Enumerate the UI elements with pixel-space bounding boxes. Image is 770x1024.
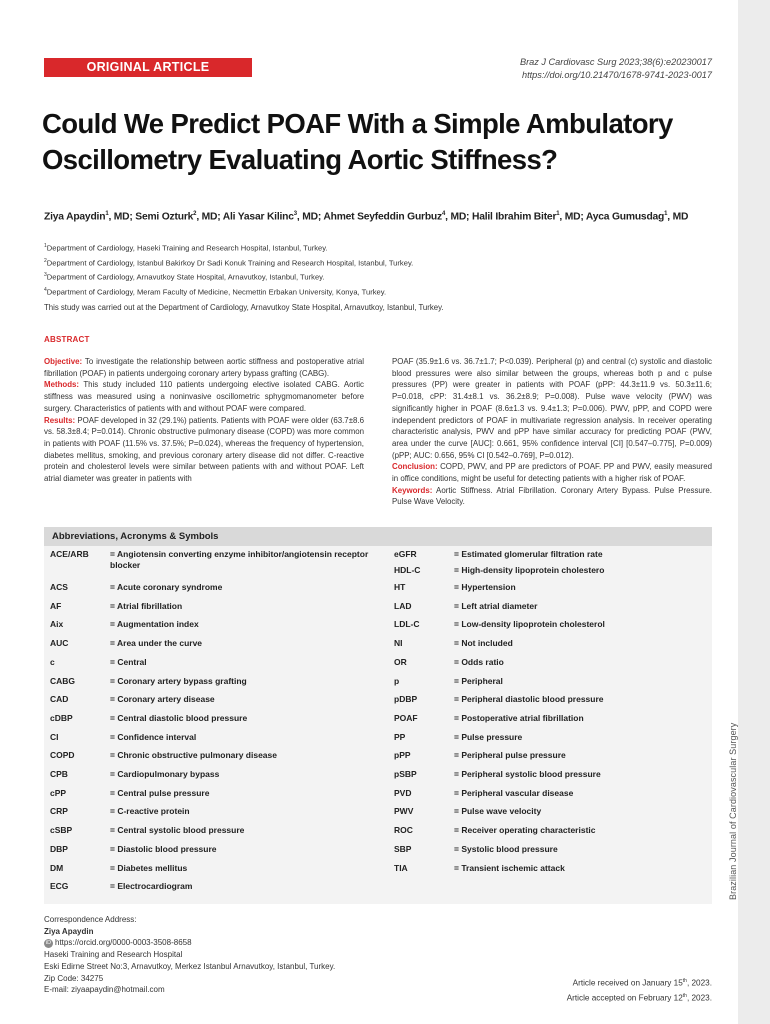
affiliation-number: 3	[44, 272, 47, 279]
abbreviation-definition: = Diastolic blood pressure	[110, 843, 217, 854]
abbreviation-definition: = Coronary artery disease	[110, 694, 215, 705]
author-name: Ali Yasar Kilinc	[222, 211, 294, 223]
correspondence-name: Ziya Apaydin	[44, 926, 94, 936]
abbreviation-term: COPD	[50, 750, 75, 761]
abbreviation-term: PVD	[394, 787, 412, 798]
affiliation-item	[44, 269, 724, 284]
abbreviation-term: cPP	[50, 787, 67, 798]
correspondence-email[interactable]: E-mail: ziyaapaydin@hotmail.com	[44, 985, 165, 995]
abbreviation-definition: = Hypertension	[454, 582, 516, 592]
abbreviation-definition: = Postoperative atrial fibrillation	[454, 712, 584, 723]
orcid-line	[44, 937, 335, 949]
abbreviation-term: CI	[50, 731, 59, 742]
abbreviation-definition: = Left atrial diameter	[454, 600, 538, 611]
article-type-badge: ORIGINAL ARTICLE	[44, 58, 252, 77]
abbreviation-definition: = Electrocardiogram	[110, 881, 193, 892]
affiliation-number: 2	[44, 257, 47, 264]
affiliation-item	[44, 255, 724, 270]
author-affiliation-mark: 1	[105, 211, 109, 217]
abbreviation-term: cDBP	[50, 712, 73, 723]
abbreviation-term: c	[50, 656, 55, 667]
author-degree: , MD;	[296, 211, 324, 223]
abbreviation-term: CPB	[50, 769, 68, 779]
abbreviation-definition: = Area under the curve	[110, 638, 203, 649]
abbreviation-term: cSBP	[50, 825, 73, 836]
author-name: Halil Ibrahim Biter	[471, 211, 557, 223]
article-dates	[567, 975, 712, 1004]
abbreviation-definition: = Peripheral pulse pressure	[454, 750, 566, 761]
abbreviation-definition: = Central diastolic blood pressure	[110, 712, 248, 723]
abbreviation-term: ACS	[50, 582, 68, 592]
abbreviation-term: POAF	[394, 712, 418, 723]
abbreviation-definition: = Central pulse pressure	[110, 787, 210, 798]
abbreviation-term: HDL-C	[394, 565, 421, 575]
author-degree: , MD;	[559, 211, 586, 223]
author-name: Ziya Apaydin	[44, 211, 106, 223]
author-list	[44, 211, 724, 222]
abbreviation-term: CABG	[50, 675, 76, 686]
abbreviation-term: pPP	[394, 750, 411, 761]
affiliation-text: Department of Cardiology, Haseki Training and Research Hospital, Istanbul, Turkey.	[46, 243, 328, 253]
abstract-heading: ABSTRACT	[44, 335, 90, 344]
journal-reference	[520, 56, 712, 82]
abbreviation-definition: = Estimated glomerular filtration rate	[454, 549, 603, 559]
orcid-icon: iD	[45, 939, 52, 946]
accepted-date: Article accepted on February 12th, 2023.	[566, 992, 712, 1003]
abbreviation-term: NI	[394, 638, 403, 649]
abbreviation-definition: = Pulse wave velocity	[454, 806, 542, 817]
affiliation-text: Department of Cardiology, Arnavutkoy State Hospital, Arnavutkoy, Istanbul, Turkey.	[46, 272, 325, 282]
correspondence-address: Eski Edirne Street No:3, Arnavutkoy, Merkez Istanbul Arnavutkoy, Istanbul, Turkey.	[44, 961, 336, 971]
abbreviation-definition: = Odds ratio	[454, 656, 504, 667]
abbreviation-term: AUC	[50, 638, 69, 649]
abstract-objective: Objective: To investigate the relationship between aortic stiffness and postoperative atrial fibrillation (POAF) in patients undergoing coronary artery bypass grafting (CABG).	[44, 357, 364, 378]
author-name: Ayca Gumusdag	[585, 211, 665, 223]
affiliations	[44, 240, 724, 298]
abstract-results-continued: POAF (35.9±1.6 vs. 36.7±1.7; P<0.039). Peripheral (p) and central (c) systolic and diastolic blood pressures were also similar between the groups, whereas both p and c pulse pressures (PP) were greater in patients with POAF (pPP: 44.3±11.9 vs. 50.3±11.6; P=0.018, cPP: 31.4±8.1 vs. 36.2±8.9; P=0.008). Pulse wave velocity (PWV) was significantly higher in POAF (8.6±1.3 vs. 9.4±1.3; P=0.006). PWV, pPP, and COPD were independent predictors of POAF in multivariate regression analysis. In receiver operating characteristic analysis, PWV and pPP have similar accuracy for predicting POAF (PWV, area under the curve [AUC]: 0.661, 95% confidence interval [CI] [0.547–0.775], P=0.009) (pPP; AUC: 0.656, 95% CI [0.542–0.769], P=0.012).	[392, 357, 712, 460]
article-title: Could We Predict POAF With a Simple Ambulatory Oscillometry Evaluating Aortic Stiffness?	[42, 108, 673, 175]
abbreviation-term: LAD	[394, 600, 412, 611]
abbreviation-term: ACE/ARB	[50, 549, 89, 559]
affiliation-item	[44, 284, 724, 299]
author-affiliation-mark: 2	[193, 211, 197, 217]
abbreviation-term: LDL-C	[394, 619, 420, 630]
abbreviation-definition: = Peripheral vascular disease	[454, 787, 574, 798]
author-affiliation-mark: 3	[293, 211, 297, 217]
abbreviation-term: AF	[50, 600, 62, 611]
affiliation-text: Department of Cardiology, Istanbul Bakirkoy Dr Sadi Konuk Training and Research Hospital, Istanbul, Turkey.	[46, 258, 414, 268]
abbreviation-definition: = Transient ischemic attack	[454, 862, 565, 873]
abbreviation-definition: = Acute coronary syndrome	[110, 582, 223, 592]
doi-link[interactable]: https://doi.org/10.21470/1678-9741-2023-0017	[521, 70, 712, 80]
abbreviation-definition: = Low-density lipoprotein cholesterol	[454, 619, 605, 630]
abbreviation-term: DM	[50, 862, 64, 873]
abbreviation-definition: = High-density lipoprotein cholestero	[454, 565, 605, 575]
author-degree: , MD;	[196, 211, 223, 223]
author-degree: , MD;	[445, 211, 472, 223]
abbreviation-definition: = Coronary artery bypass grafting	[110, 675, 247, 686]
abbreviation-term: CAD	[50, 694, 69, 705]
abbreviation-term: pDBP	[394, 694, 418, 705]
abbreviation-definition: = C-reactive protein	[110, 806, 190, 817]
abstract-results: Results: POAF developed in 32 (29.1%) patients. Patients with POAF were older (63.7±8.6 vs. 58.3±8.4; P=0.014). Chronic obstructive pulmonary disease (COPD) was more common in patients with POAF (11.5% vs. 37.5%; P=0.024), whereas the frequency of hypertension, diabetes mellitus, smoking, and previous coronary artery disease did not differ. C-reactive protein and cholesterol levels were similar between patients with and without POAF. Left atrial diameter was greater in patients with	[44, 415, 364, 484]
abbreviations-box	[44, 527, 712, 904]
abbreviation-definition: = Not included	[454, 638, 513, 649]
correspondence-zip: Zip Code: 34275	[44, 973, 104, 983]
correspondence-label: Correspondence Address:	[44, 915, 137, 924]
author-degree: , MD;	[108, 211, 136, 223]
abstract-methods: Methods: This study included 110 patients undergoing elective isolated CABG. Aortic stiffness was measured using a noninvasive oscillometric sphygmomanometer before surgery. Characteristics of patients with and without POAF were compared.	[44, 380, 364, 413]
abbreviation-term: PP	[394, 731, 406, 742]
abstract-column-right	[392, 356, 712, 508]
abbreviation-term: OR	[394, 656, 407, 667]
author-name: Semi Ozturk	[135, 211, 194, 223]
affiliation-number: 1	[44, 243, 47, 249]
abbreviation-definition: = Central	[110, 656, 147, 667]
affiliation-text: Department of Cardiology, Meram Faculty of Medicine, Necmettin Erbakan University, Konya, Turkey.	[46, 287, 387, 297]
abbreviation-term: PWV	[394, 806, 414, 817]
abbreviations-heading: Abbreviations, Acronyms & Symbols	[44, 527, 712, 546]
abbreviation-term: HT	[394, 582, 406, 592]
abbreviation-term: Aix	[50, 619, 64, 630]
author-affiliation-mark: 4	[441, 211, 446, 217]
side-strip	[738, 0, 770, 1024]
abbreviation-definition: = Diabetes mellitus	[110, 862, 188, 873]
correspondence-institution: Haseki Training and Research Hospital	[44, 950, 183, 960]
abbreviation-definition: = Peripheral diastolic blood pressure	[454, 694, 604, 705]
abbreviation-definition: = Peripheral systolic blood pressure	[454, 769, 601, 779]
orcid-link[interactable]: https://orcid.org/0000-0003-3508-8658	[55, 938, 192, 948]
abbreviation-definition: = Angiotensin converting enzyme inhibitor/angiotensin receptor blocker	[110, 549, 369, 570]
abbreviation-definition: = Confidence interval	[110, 731, 197, 742]
abstract-column-left	[44, 356, 364, 485]
abbreviation-term: ECG	[50, 881, 69, 892]
abbreviation-definition: = Systolic blood pressure	[454, 843, 558, 854]
abbreviation-term: pSBP	[394, 769, 417, 779]
abbreviation-definition: = Augmentation index	[110, 619, 199, 630]
author-name: Ahmet Seyfeddin Gurbuz	[323, 211, 442, 223]
abbreviation-definition: = Atrial fibrillation	[110, 600, 183, 611]
author-affiliation-mark: 1	[664, 211, 668, 217]
abbreviation-term: eGFR	[394, 549, 417, 559]
abbreviation-term: ROC	[394, 825, 413, 836]
abbreviation-term: p	[394, 675, 400, 686]
abbreviation-definition: = Pulse pressure	[454, 731, 523, 742]
abstract-conclusion: Conclusion: COPD, PWV, and PP are predictors of POAF. PP and PWV, easily measured in office conditions, might be useful for detecting patients with a higher risk of POAF.	[392, 462, 712, 484]
abstract-keywords: Keywords: Aortic Stiffness. Atrial Fibrillation. Coronary Artery Bypass. Pulse Pressure. Pulse Wave Velocity.	[392, 485, 712, 507]
correspondence-block	[44, 914, 335, 996]
author-affiliation-mark: 1	[556, 211, 560, 217]
abbreviation-definition: = Chronic obstructive pulmonary disease	[110, 750, 277, 761]
abbreviation-definition: = Cardiopulmonary bypass	[110, 769, 220, 779]
abbreviation-term: TIA	[394, 862, 408, 873]
abbreviation-definition: = Central systolic blood pressure	[110, 825, 245, 836]
affiliation-item	[44, 240, 724, 255]
received-date: Article received on January 15th, 2023.	[572, 978, 712, 988]
abbreviation-definition: = Peripheral	[454, 675, 503, 686]
abbreviation-term: SBP	[394, 843, 412, 854]
affiliation-number: 4	[44, 286, 47, 293]
author-degree: , MD	[667, 211, 689, 223]
abbreviation-definition: = Receiver operating characteristic	[454, 825, 596, 836]
study-location-note: This study was carried out at the Department of Cardiology, Arnavutkoy State Hospital, Arnavutkoy, Istanbul, Turkey.	[44, 303, 444, 312]
abbreviation-term: CRP	[50, 806, 68, 817]
abbreviation-term: DBP	[50, 843, 68, 854]
citation: Braz J Cardiovasc Surg 2023;38(6):e20230017	[519, 57, 712, 67]
